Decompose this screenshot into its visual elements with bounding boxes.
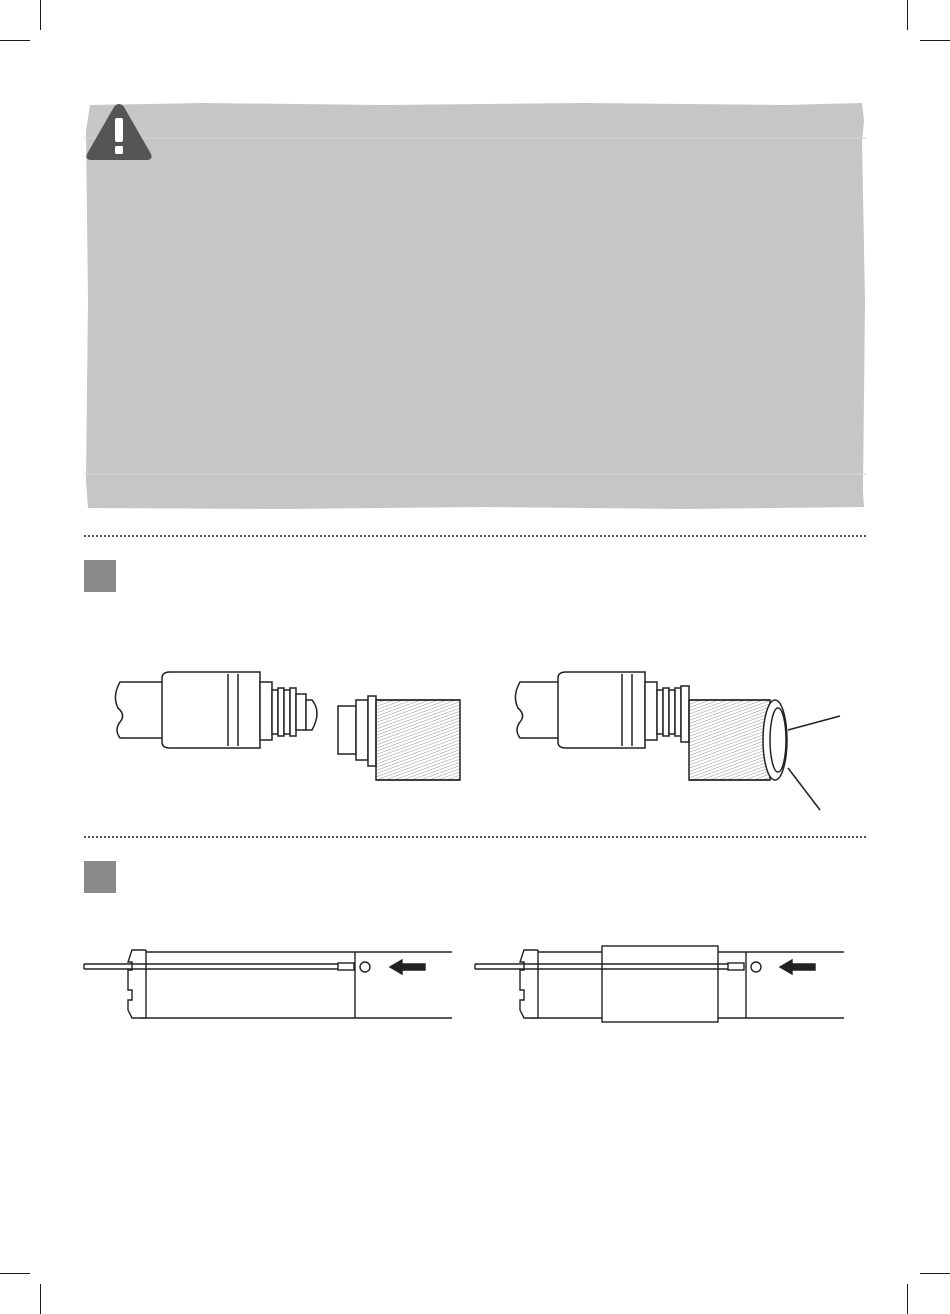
crop-mark-top-right-v	[907, 0, 908, 30]
warning-triangle-icon	[84, 101, 154, 163]
section-divider	[84, 535, 866, 537]
step-1-marker	[84, 560, 116, 592]
cable-insertion-tube-icon	[80, 940, 860, 1030]
hose-coupling-connection-icon	[100, 660, 860, 820]
crop-mark-bottom-left-h	[0, 1273, 30, 1274]
crop-mark-bottom-right-v	[907, 1284, 908, 1314]
crop-mark-bottom-right-h	[920, 1273, 950, 1274]
warning-box-background	[84, 101, 866, 511]
step-2-marker	[84, 861, 116, 893]
section-divider	[84, 836, 866, 838]
crop-mark-top-right-h	[920, 40, 950, 41]
warning-box	[84, 101, 866, 511]
crop-mark-top-left-h	[0, 40, 30, 41]
crop-mark-top-left-v	[40, 0, 41, 30]
crop-mark-bottom-left-v	[40, 1284, 41, 1314]
